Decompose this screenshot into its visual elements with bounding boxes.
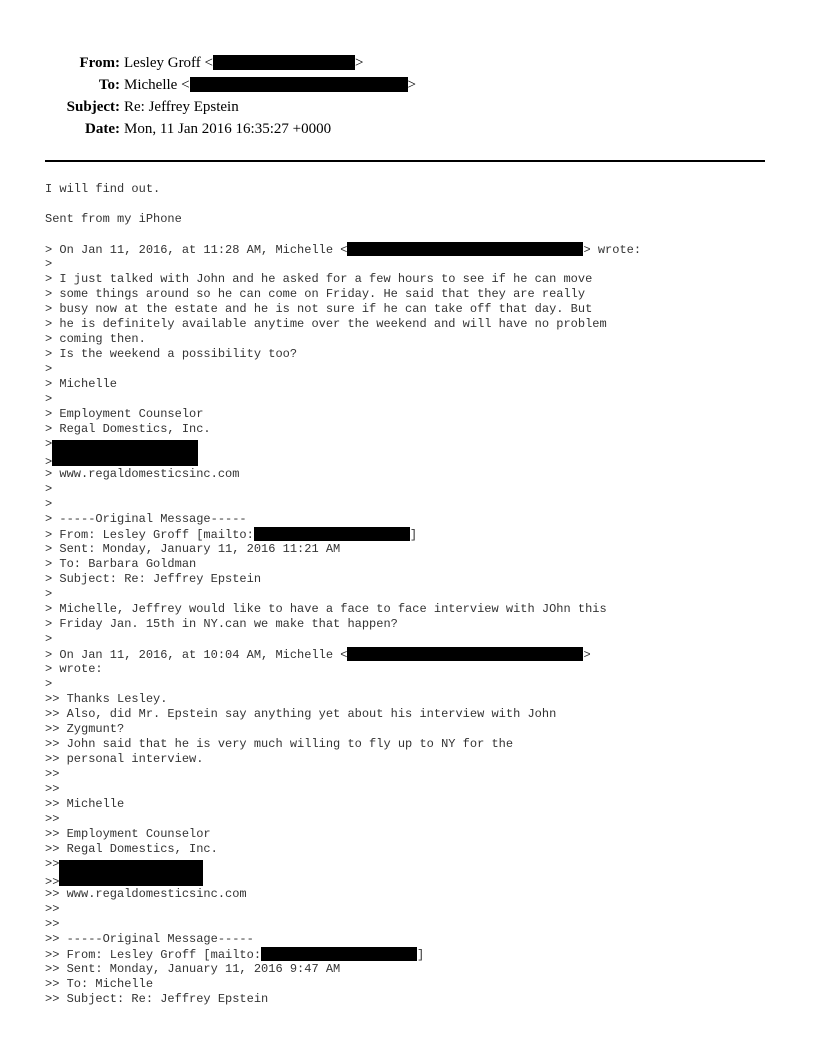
body-line: >> personal interview. bbox=[45, 752, 204, 766]
body-line: >> bbox=[45, 812, 60, 826]
body-line: > bbox=[45, 392, 53, 406]
body-line: > bbox=[45, 257, 53, 271]
redaction-block bbox=[59, 872, 203, 886]
body-line: > Subject: Re: Jeffrey Epstein bbox=[45, 572, 262, 586]
redaction-block bbox=[213, 55, 355, 70]
subject-row bbox=[0, 96, 816, 118]
body-line: I will find out. bbox=[45, 182, 161, 196]
subject-label: Subject: bbox=[66, 99, 120, 115]
date-value: Mon, 11 Jan 2016 16:35:27 +0000 bbox=[124, 121, 332, 137]
body-line: >> bbox=[45, 857, 785, 872]
body-line: >> Sent: Monday, January 11, 2016 9:47 AM bbox=[45, 962, 341, 976]
from-value: Lesley Groff < bbox=[124, 55, 213, 71]
body-line: > Michelle, Jeffrey would like to have a face to face interview with JOhn this bbox=[45, 602, 607, 616]
body-line: > bbox=[45, 362, 53, 376]
body-line: > Regal Domestics, Inc. bbox=[45, 422, 211, 436]
body-line: >> Thanks Lesley. bbox=[45, 692, 168, 706]
body-line: > bbox=[45, 437, 785, 452]
to-value: Michelle < bbox=[124, 77, 190, 93]
body-line: > coming then. bbox=[45, 332, 146, 346]
body-line: Sent from my iPhone bbox=[45, 212, 182, 226]
date-label: Date: bbox=[85, 121, 120, 137]
body-line: >> bbox=[45, 902, 60, 916]
to-label: To: bbox=[98, 77, 120, 93]
body-line: > he is definitely available anytime over the weekend and will have no problem bbox=[45, 317, 607, 331]
body-line: > Michelle bbox=[45, 377, 118, 391]
to-close: > bbox=[407, 77, 416, 93]
subject-value: Re: Jeffrey Epstein bbox=[124, 99, 239, 115]
body-line: >> www.regaldomesticsinc.com bbox=[45, 887, 247, 901]
body-line: >> To: Michelle bbox=[45, 977, 154, 991]
body-line: >> Zygmunt? bbox=[45, 722, 125, 736]
redaction-block bbox=[190, 77, 408, 92]
quote-header-line: > On Jan 11, 2016, at 11:28 AM, Michelle < > wrote: bbox=[45, 243, 642, 257]
redaction-block bbox=[254, 527, 410, 541]
from-close: > bbox=[355, 55, 364, 71]
from-label: From: bbox=[79, 55, 120, 71]
body-line: > Sent: Monday, January 11, 2016 11:21 AM bbox=[45, 542, 341, 556]
body-line: > Friday Jan. 15th in NY.can we make that happen? bbox=[45, 617, 398, 631]
body-line: > From: Lesley Groff [mailto: ] bbox=[45, 528, 418, 542]
body-line: >> bbox=[45, 782, 60, 796]
body-line: > wrote: bbox=[45, 662, 103, 676]
body-line: >> Subject: Re: Jeffrey Epstein bbox=[45, 992, 269, 1006]
body-line: > To: Barbara Goldman bbox=[45, 557, 197, 571]
body-line: >> Employment Counselor bbox=[45, 827, 211, 841]
body-line: > bbox=[45, 452, 785, 467]
body-line: > busy now at the estate and he is not sure if he can take off that day. But bbox=[45, 302, 593, 316]
body-line: >> Also, did Mr. Epstein say anything yet about his interview with John bbox=[45, 707, 557, 721]
date-row bbox=[0, 118, 816, 140]
body-line: > Is the weekend a possibility too? bbox=[45, 347, 298, 361]
body-line: > some things around so he can come on Friday. He said that they are really bbox=[45, 287, 586, 301]
body-line: > bbox=[45, 497, 53, 511]
body-line: > www.regaldomesticsinc.com bbox=[45, 467, 240, 481]
redaction-block bbox=[52, 452, 198, 466]
redaction-block bbox=[347, 242, 583, 256]
body-line: >> John said that he is very much willing to fly up to NY for the bbox=[45, 737, 514, 751]
body-line: > bbox=[45, 482, 53, 496]
body-line: > Employment Counselor bbox=[45, 407, 204, 421]
body-line: > I just talked with John and he asked for a few hours to see if he can move bbox=[45, 272, 593, 286]
body-line: >> From: Lesley Groff [mailto: ] bbox=[45, 948, 425, 962]
quote-header-line: > On Jan 11, 2016, at 10:04 AM, Michelle < > bbox=[45, 648, 591, 662]
body-line: > -----Original Message----- bbox=[45, 512, 247, 526]
body-line: >> bbox=[45, 872, 785, 887]
from-row bbox=[0, 52, 816, 74]
body-line: >> bbox=[45, 767, 60, 781]
redaction-block bbox=[261, 947, 417, 961]
body-line: >> -----Original Message----- bbox=[45, 932, 254, 946]
body-line: >> Regal Domestics, Inc. bbox=[45, 842, 218, 856]
body-line: > bbox=[45, 587, 53, 601]
body-line: >> Michelle bbox=[45, 797, 125, 811]
body-line: > bbox=[45, 677, 53, 691]
body-line: > bbox=[45, 632, 53, 646]
redaction-block bbox=[347, 647, 583, 661]
to-row bbox=[0, 74, 816, 96]
header-divider bbox=[45, 160, 765, 162]
email-body bbox=[45, 182, 785, 1007]
body-line: >> bbox=[45, 917, 60, 931]
email-header bbox=[0, 52, 816, 140]
